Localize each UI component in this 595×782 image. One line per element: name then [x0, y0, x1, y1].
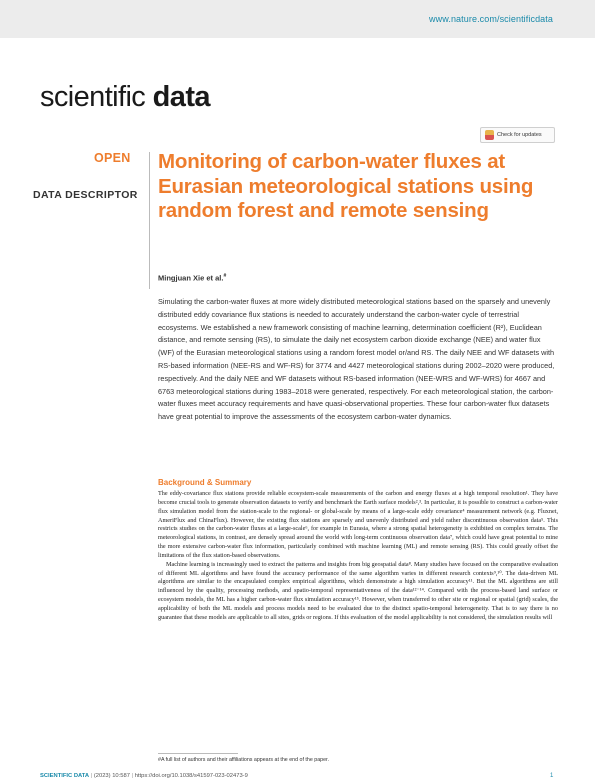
top-bar	[0, 0, 595, 38]
footer-citation: (2023) 10:587	[93, 773, 130, 779]
vertical-divider	[149, 152, 150, 289]
footnote-divider	[158, 753, 238, 754]
author-names: Mingjuan Xie et al.	[158, 273, 224, 283]
article-type-label: DATA DESCRIPTOR	[33, 189, 138, 201]
footer-doi-link[interactable]: https://doi.org/10.1038/s41597-023-02473-9	[134, 773, 248, 779]
journal-logo[interactable]	[40, 81, 210, 114]
author-footnote-mark: #	[223, 273, 227, 279]
journal-url-link[interactable]: www.nature.com/scientificdata	[429, 14, 553, 24]
page-footer	[40, 773, 248, 779]
author-line[interactable]	[158, 273, 226, 283]
logo-word-data: data	[152, 81, 210, 113]
open-access-label: OPEN	[94, 151, 131, 165]
body-paragraph: The eddy-covariance flux stations provide reliable ecosystem-scale measurements of the carbon and energy fluxes at a high temporal resolution¹. They have become crucial tools to generate observation datasets to verify and benchmark the Earth surface models²,³. In particular, it is possible to construct a carbon-water flux simulation model from the station-scale to the regional- or global-scale by means of a large-scale eddy covariance⁴ measurement network (e.g. Fluxnet, AmeriFlux and ChinaFlux). However, the existing flux stations are sparsely and unevenly distributed and yield rather discontinuous observation data⁵. This restricts studies on the carbon-water fluxes at a large-scale⁶, for example in Eurasia, where a strong spatial heterogeneity is exhibited on complex terrains. The meteorological stations, in contrast, are densely spread around the world with long-term continuous observation data⁷, which could have great potential to mine the more extensive carbon-water flux information, particularly combined with machine learning (ML) and remote sensing (RS). This could greatly offset the limitations of the flux station-based observations.	[158, 490, 558, 559]
check-for-updates-label: Check for updates	[497, 132, 542, 138]
footer-separator: |	[90, 773, 93, 779]
crossmark-icon	[485, 130, 494, 140]
body-paragraph: Machine learning is increasingly used to extract the patterns and insights from big geospatial data⁸. Many studies have focused on the comparative evaluation of different ML algorithms and have found the accuracy performance of the same algorithm varies in different research contexts⁹,¹⁰. The data-driven ML algorithms are similar to the encapsulated complex empirical algorithms, which demonstrate a high simulation accuracy¹¹. But the ML algorithms are still influenced by the quality, processing methods, and spatio-temporal representativeness of the data¹²⁻¹⁴. Compared with the process-based land surface or ecosystem models, the ML has a higher carbon-water flux simulation accuracy¹⁵. However, when transferred to other site or regional or spatial (grid) scales, the applicability of both the ML models and process models need to be evaluated due to the distinct spatio-temporal heterogeneity. That is to say there is no guarantee that these models are applicable to all sites, grids or regions. If this evaluation of the model applicability is not considered, the simulation results will	[158, 560, 558, 621]
abstract: Simulating the carbon-water fluxes at more widely distributed meteorological stations based on the sparsely and unevenly distributed eddy covariance flux stations is needed to accurately understand the carbon-water cycle of terrestrial ecosystems. We established a new framework consisting of machine learning, determination coefficient (R²), Euclidean distance, and remote sensing (RS), to simulate the daily net ecosystem carbon dioxide exchange (NEE) and water flux (WF) of the Eurasian meteorological stations using a random forest model or/and RS. The daily NEE and WF datasets with RS-based information (NEE-RS and WF-RS) for 3774 and 4427 meteorological stations during 2002–2020 were produced, respectively. And the daily NEE and WF datasets without RS-based information (NEE-WRS and WF-WRS) for 4667 and 6763 meteorological stations during 1983–2018 were generated, respectively. For each meteorological station, the carbon-water fluxes meet accuracy requirements and have quasi-observational properties. These four carbon-water flux datasets have great potential to improve the assessments of the ecosystem carbon-water dynamics.	[158, 297, 555, 422]
section-heading: Background & Summary	[158, 478, 252, 487]
footnote: #A full list of authors and their affiliations appears at the end of the paper.	[158, 757, 329, 763]
article-title: Monitoring of carbon-water fluxes at Eurasian meteorological stations using random forest and remote sensing	[158, 150, 534, 222]
footer-separator: |	[131, 773, 134, 779]
body-text	[158, 490, 558, 623]
footer-journal-name: SCIENTIFIC DATA	[40, 773, 90, 779]
check-for-updates-button[interactable]	[480, 127, 555, 143]
page-number: 1	[550, 773, 554, 779]
logo-word-scientific: scientific	[40, 81, 146, 113]
